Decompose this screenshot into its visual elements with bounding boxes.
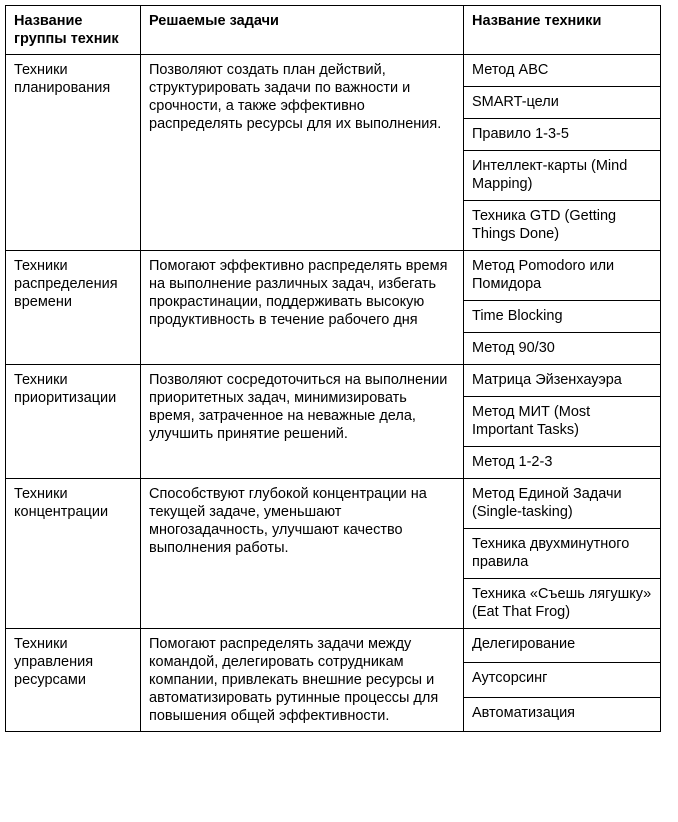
technique-cell: Метод Pomodoro или Помидора <box>464 251 661 301</box>
header-tasks: Решаемые задачи <box>141 6 464 55</box>
table-row <box>6 251 661 301</box>
techniques-table <box>5 5 661 732</box>
header-group: Название группы техник <box>6 6 141 55</box>
technique-cell: Делегирование <box>464 629 661 663</box>
technique-cell: Техника «Съешь лягушку» (Eat That Frog) <box>464 579 661 629</box>
technique-cell: Интеллект-карты (Mind Mapping) <box>464 151 661 201</box>
group-tasks: Позволяют сосредоточиться на выполнении приоритетных задач, минимизировать время, затраченное на неважные дела, улучшить принятие решений. <box>141 365 464 479</box>
header-technique: Название техники <box>464 6 661 55</box>
table-row <box>6 629 661 663</box>
group-name: Техники управления ресурсами <box>6 629 141 732</box>
table-row <box>6 479 661 529</box>
group-name: Техники планирования <box>6 55 141 251</box>
technique-cell: Метод 90/30 <box>464 333 661 365</box>
technique-cell: Метод МИТ (Most Important Tasks) <box>464 397 661 447</box>
technique-cell: Правило 1-3-5 <box>464 119 661 151</box>
group-tasks: Позволяют создать план действий, структурировать задачи по важности и срочности, а также эффективно распределять ресурсы для их выполнения. <box>141 55 464 251</box>
technique-cell: Time Blocking <box>464 301 661 333</box>
group-tasks: Помогают распределять задачи между командой, делегировать сотрудникам компании, привлекать внешние ресурсы и автоматизировать рутинные процессы для повышения общей эффективности. <box>141 629 464 732</box>
technique-cell: Метод Единой Задачи (Single-tasking) <box>464 479 661 529</box>
table-row <box>6 55 661 87</box>
technique-cell: Техника двухминутного правила <box>464 529 661 579</box>
group-name: Техники распределения времени <box>6 251 141 365</box>
technique-cell: Автоматизация <box>464 697 661 731</box>
technique-cell: Матрица Эйзенхауэра <box>464 365 661 397</box>
group-name: Техники приоритизации <box>6 365 141 479</box>
table-row <box>6 365 661 397</box>
group-tasks: Помогают эффективно распределять время на выполнение различных задач, избегать прокрастинации, поддерживать высокую продуктивность в течение рабочего дня <box>141 251 464 365</box>
technique-cell: Метод 1-2-3 <box>464 447 661 479</box>
header-row <box>6 6 661 55</box>
technique-cell: Техника GTD (Getting Things Done) <box>464 201 661 251</box>
technique-cell: Метод ABC <box>464 55 661 87</box>
technique-cell: Аутсорсинг <box>464 663 661 697</box>
group-name: Техники концентрации <box>6 479 141 629</box>
technique-cell: SMART-цели <box>464 87 661 119</box>
group-tasks: Способствуют глубокой концентрации на текущей задаче, уменьшают многозадачность, улучшают качество выполнения работы. <box>141 479 464 629</box>
